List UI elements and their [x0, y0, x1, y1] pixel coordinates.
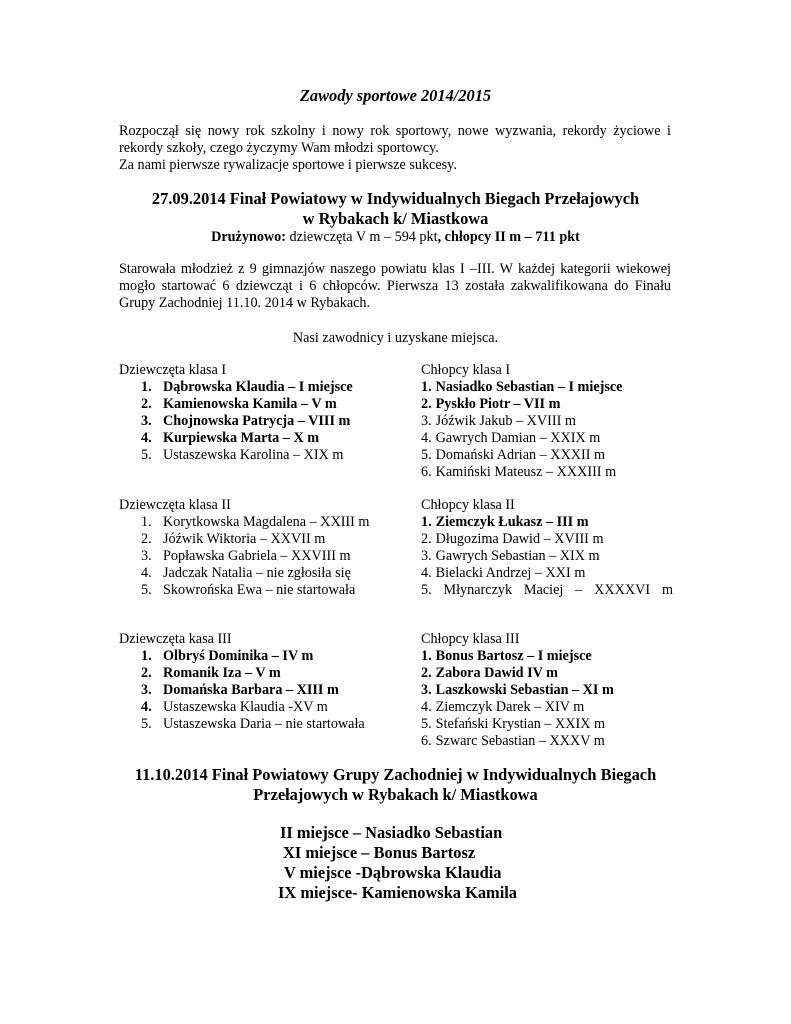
list-item: [119, 447, 384, 464]
final-result-4: IX miejsce- Kamienowska Kamila: [278, 883, 518, 902]
list-item: [421, 430, 681, 447]
results-intro: Nasi zawodnicy i uzyskane miejsca.: [292, 330, 499, 346]
list-item-number: 2.: [141, 396, 152, 412]
list-item: [119, 413, 384, 430]
section1-paragraph: Starowała młodzież z 9 gimnazjów naszego powiatu klas I –III. W każdej kategorii wiekowej mogło startować 6 dziewcząt i 6 chłopców. Pierwsza 13 została zakwalifikowana do Finału Grupy Zachodniej 11.10. 2014 w Rybakach.: [119, 261, 671, 311]
team-label: Drużynowo:: [211, 229, 286, 245]
list-item-number: 4.: [141, 699, 152, 715]
list-item-number: 4.: [421, 565, 432, 581]
list-item-text: Jadczak Natalia – nie zgłosiła się: [163, 565, 351, 581]
team-results: [0, 229, 791, 246]
list-item-text: Domańska Barbara – XIII m: [163, 682, 339, 698]
list-item: [421, 665, 681, 682]
boys-class3: [421, 631, 681, 750]
list-item-text: Kurpiewska Marta – X m: [163, 430, 320, 446]
list-item-text: Pyskło Piotr – VII m: [435, 396, 561, 412]
list-item-text: Domański Adrian – XXXII m: [435, 447, 606, 463]
list-item-number: 6.: [421, 733, 432, 749]
list-item-number: 3.: [421, 548, 432, 564]
list-item-text: Ustaszewska Karolina – XIX m: [163, 447, 344, 463]
list-item-text: Szwarc Sebastian – XXXV m: [435, 733, 605, 749]
list-item-text: Dąbrowska Klaudia – I miejsce: [163, 379, 353, 395]
list-item-number: 4.: [141, 565, 152, 581]
list-item-number: 5.: [421, 582, 432, 598]
list-item-number: 1.: [141, 648, 152, 664]
list-item-text: Gawrych Damian – XXIX m: [435, 430, 601, 446]
list-item-word: XXXXVI: [594, 582, 651, 598]
list-item-number: 3.: [141, 682, 152, 698]
list-item-text: Ziemczyk Darek – XIV m: [435, 699, 585, 715]
girls-class1: [119, 362, 384, 464]
intro-paragraph-2: Za nami pierwsze rywalizacje sportowe i pierwsze sukcesy.: [119, 157, 457, 173]
list-item-number: 4.: [421, 430, 432, 446]
list-item-number: 4.: [421, 699, 432, 715]
list-item: [421, 716, 681, 733]
list-item: [119, 699, 384, 716]
final-result-1: II miejsce – Nasiadko Sebastian: [280, 823, 503, 842]
list-item-word: Maciej: [523, 582, 564, 598]
list-item-text: Popławska Gabriela – XXVIII m: [163, 548, 351, 564]
list-item-text: Bonus Bartosz – I miejsce: [435, 648, 592, 664]
list-item-text: Olbryś Dominika – IV m: [163, 648, 314, 664]
list-item-number: 2.: [421, 665, 432, 681]
girls-class1-heading: Dziewczęta klasa I: [119, 362, 227, 378]
list-item-justified: [421, 582, 673, 599]
list-item: [119, 514, 384, 531]
list-item-text: Zabora Dawid IV m: [435, 665, 558, 681]
girls-class2-heading: Dziewczęta klasa II: [119, 497, 231, 513]
list-item-text: Laszkowski Sebastian – XI m: [435, 682, 614, 698]
list-item: [421, 413, 681, 430]
list-item-number: 1.: [421, 379, 432, 395]
list-item-number: 5.: [421, 716, 432, 732]
list-item-text: Chojnowska Patrycja – VIII m: [163, 413, 351, 429]
list-item-text: Bielacki Andrzej – XXI m: [435, 565, 586, 581]
list-item-number: 5.: [141, 716, 152, 732]
list-item-text: Kamienowska Kamila – V m: [163, 396, 337, 412]
section2-heading-line1: 11.10.2014 Finał Powiatowy Grupy Zachodniej w Indywidualnych Biegach: [134, 765, 657, 784]
list-item: [421, 682, 681, 699]
girls-class3-list: [119, 648, 384, 733]
list-item: [421, 582, 681, 599]
list-item: [119, 648, 384, 665]
intro-text: [119, 123, 671, 174]
list-item-text: Długozima Dawid – XVIII m: [435, 531, 604, 547]
boys-class1-list: [421, 379, 681, 481]
list-item: [421, 464, 681, 481]
boys-class1: [421, 362, 681, 481]
list-item: [119, 665, 384, 682]
boys-class2: [421, 497, 681, 599]
list-item-number: 3.: [421, 682, 432, 698]
girls-class2-list: [119, 514, 384, 599]
list-item-number: 1.: [421, 648, 432, 664]
team-boys: , chłopcy II m – 711 pkt: [437, 229, 580, 245]
list-item-number: 6.: [421, 464, 432, 480]
list-item: [119, 396, 384, 413]
list-item: [119, 430, 384, 447]
list-item-number: 5.: [421, 447, 432, 463]
list-item-text: Ziemczyk Łukasz – III m: [435, 514, 589, 530]
list-item: [119, 682, 384, 699]
list-item-number: 1.: [421, 514, 432, 530]
list-item-text: Skowrońska Ewa – nie startowała: [163, 582, 356, 598]
team-girls: dziewczęta V m – 594 pkt: [286, 229, 438, 245]
list-item-number: 2.: [421, 531, 432, 547]
list-item-text: Ustaszewska Daria – nie startowała: [163, 716, 365, 732]
list-item-number: 3.: [141, 413, 152, 429]
document-title: Zawody sportowe 2014/2015: [299, 86, 492, 105]
section2-heading-line2: Przełajowych w Rybakach k/ Miastkowa: [253, 785, 538, 804]
list-item-number: 4.: [141, 430, 152, 446]
list-item: [421, 548, 681, 565]
list-item-number: 1.: [141, 379, 152, 395]
girls-class1-list: [119, 379, 384, 464]
girls-class3: [119, 631, 384, 733]
list-item: [421, 396, 681, 413]
list-item-number: 1.: [141, 514, 152, 530]
list-item-word: Młynarczyk: [443, 582, 513, 598]
list-item: [119, 548, 384, 565]
girls-class3-heading: Dziewczęta kasa III: [119, 631, 232, 647]
final-result-3: V miejsce -Dąbrowska Klaudia: [284, 863, 502, 882]
girls-class2: [119, 497, 384, 599]
list-item-number: 5.: [141, 582, 152, 598]
boys-class2-list: [421, 514, 681, 599]
list-item: [421, 565, 681, 582]
boys-class3-list: [421, 648, 681, 750]
boys-class1-heading: Chłopcy klasa I: [421, 362, 511, 378]
list-item-number: 2.: [421, 396, 432, 412]
boys-class3-heading: Chłopcy klasa III: [421, 631, 520, 647]
list-item: [421, 733, 681, 750]
list-item: [421, 699, 681, 716]
list-item-text: Nasiadko Sebastian – I miejsce: [435, 379, 623, 395]
list-item-number: 2.: [141, 665, 152, 681]
list-item-text: Jóźwik Jakub – XVIII m: [435, 413, 576, 429]
list-item: [119, 379, 384, 396]
list-item-number: 5.: [141, 447, 152, 463]
list-item-word: m: [661, 582, 673, 598]
boys-class2-heading: Chłopcy klasa II: [421, 497, 515, 513]
list-item-word: –: [575, 582, 583, 598]
final-result-2: XI miejsce – Bonus Bartosz: [283, 843, 476, 862]
section2-heading: [0, 765, 791, 805]
list-item-text: Gawrych Sebastian – XIX m: [435, 548, 600, 564]
list-item: [119, 716, 384, 733]
list-item: [119, 582, 384, 599]
list-item-text: Kamiński Mateusz – XXXIII m: [435, 464, 617, 480]
list-item: [119, 531, 384, 548]
list-item-text: Korytkowska Magdalena – XXIII m: [163, 514, 370, 530]
list-item-number: 2.: [141, 531, 152, 547]
list-item-text: Jóźwik Wiktoria – XXVII m: [163, 531, 326, 547]
list-item: [119, 565, 384, 582]
intro-paragraph-1: Rozpoczął się nowy rok szkolny i nowy rok sportowy, nowe wyzwania, rekordy życiowe i rekordy szkoły, czego życzymy Wam młodzi sportowcy.: [119, 123, 671, 156]
list-item-number: 3.: [141, 548, 152, 564]
list-item: [421, 648, 681, 665]
list-item-text: Stefański Krystian – XXIX m: [435, 716, 606, 732]
list-item: [421, 447, 681, 464]
list-item-text: Romanik Iza – V m: [163, 665, 281, 681]
list-item-text: Ustaszewska Klaudia -XV m: [163, 699, 328, 715]
section1-heading-line1: 27.09.2014 Finał Powiatowy w Indywidualnych Biegach Przełajowych: [151, 189, 640, 208]
list-item-number: 3.: [421, 413, 432, 429]
list-item: [421, 379, 681, 396]
section1-heading-line2: w Rybakach k/ Miastkowa: [302, 209, 489, 228]
list-item: [421, 514, 681, 531]
section1-heading: [0, 189, 791, 229]
list-item: [421, 531, 681, 548]
